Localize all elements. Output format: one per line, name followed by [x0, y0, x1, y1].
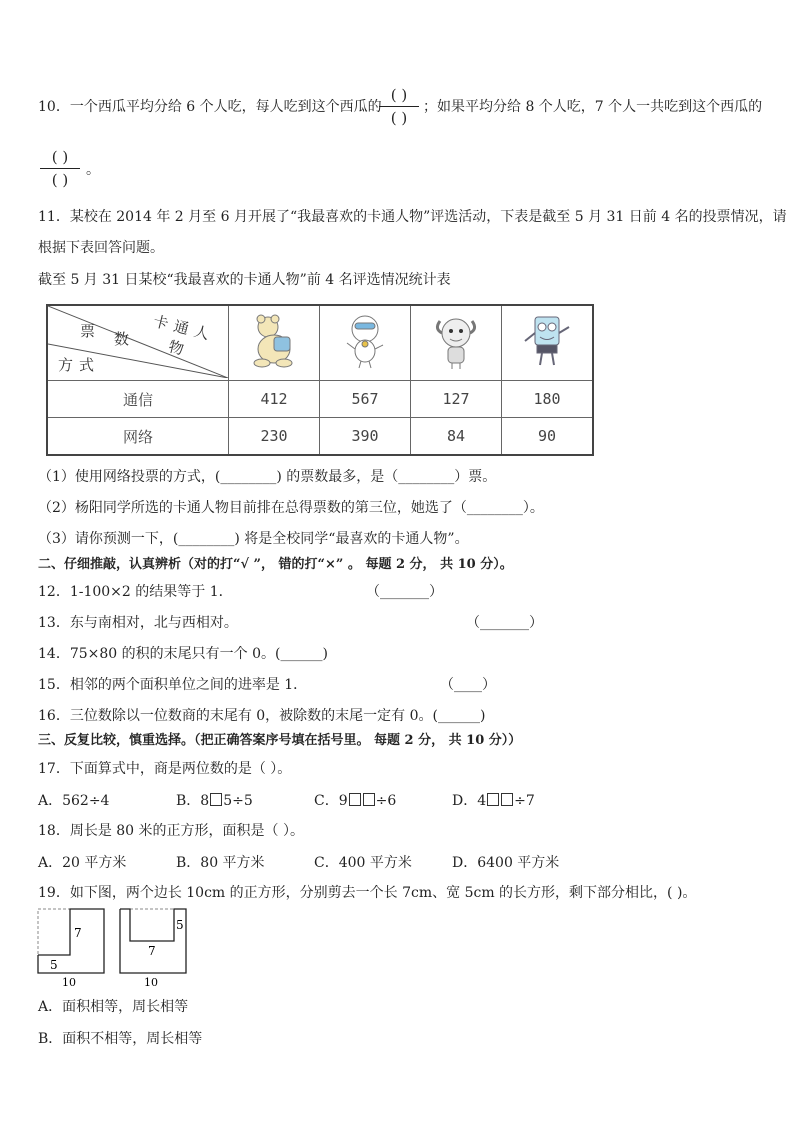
- header-piao: 票: [80, 322, 102, 340]
- cartoon-cell-4: [502, 305, 594, 381]
- header-katong: 卡通人物: [151, 311, 217, 360]
- sponge-icon: [517, 311, 577, 371]
- fig1-label-5: 5: [50, 958, 58, 972]
- fraction-numerator: ( ): [390, 86, 408, 104]
- goat-icon: [426, 311, 486, 371]
- row-label: 网络: [47, 418, 229, 456]
- q12-blank: （_______）: [366, 584, 443, 600]
- q17-option-d: [452, 790, 535, 810]
- q17-option-a: A．562÷4: [38, 793, 110, 809]
- q14-text: 14．75×80 的积的末尾只有一个 0。(______): [38, 646, 328, 662]
- table-cell: 390: [320, 418, 411, 456]
- option-b-suffix: 5÷5: [223, 793, 253, 809]
- fraction-bar: [379, 106, 419, 107]
- q11-text2: 根据下表回答问题。: [38, 240, 164, 256]
- q12-text: 12．1-100×2 的结果等于 1．: [38, 584, 233, 600]
- q11-sub1: （1）使用网络投票的方式，(________) 的票数最多，是（________）票。: [38, 469, 497, 485]
- table-title-text: 截至 5 月 31 日某校“我最喜欢的卡通人物”前 4 名评选情况统计表: [38, 272, 451, 288]
- q10-end: [86, 160, 100, 180]
- blank-box-icon: [210, 793, 222, 806]
- table-title: [38, 270, 451, 290]
- fraction-denominator: ( ): [390, 109, 408, 127]
- q19-figure-2: [118, 907, 192, 989]
- fraction-numerator: ( ): [51, 148, 69, 166]
- fig1-label-10: 10: [62, 976, 76, 989]
- q17-option-b: [176, 790, 253, 810]
- cartoon-cell-3: [411, 305, 502, 381]
- cartoon-cell-2: [320, 305, 411, 381]
- q10-text1: 10．一个西瓜平均分给 6 个人吃，每人吃到这个西瓜的: [38, 99, 382, 115]
- q18-option-d: D．6400 平方米: [452, 855, 560, 871]
- q18-stem: 18．周长是 80 米的正方形，面积是（ ）。: [38, 823, 304, 839]
- option-c-prefix: C．9: [314, 793, 348, 809]
- q17-stem: 17．下面算式中，商是两位数的是（ ）。: [38, 761, 292, 777]
- blank-box-icon: [487, 793, 499, 806]
- q18-option-b: B．80 平方米: [176, 855, 265, 871]
- option-d-prefix: D．4: [452, 793, 487, 809]
- q15-blank: （____）: [440, 677, 496, 693]
- q19-stem: 19．如下图，两个边长 10cm 的正方形，分别剪去一个长 7cm、宽 5cm 的长方形，剩下部分相比，( )。: [38, 885, 697, 901]
- table-cell: 180: [502, 381, 594, 418]
- cartoon-cell-1: [229, 305, 320, 381]
- bear-icon: [244, 311, 304, 371]
- fig2-label-7: 7: [148, 944, 156, 958]
- section3-heading: 三、反复比较，慎重选择。（把正确答案序号填在括号里。 每题 2 分， 共 10 分））: [38, 733, 522, 748]
- option-c-suffix: ÷6: [375, 793, 397, 809]
- header-shu: 数: [114, 330, 136, 348]
- q15-text: 15．相邻的两个面积单位之间的进率是 1．: [38, 677, 308, 693]
- q10-end-mark: 。: [86, 162, 100, 178]
- table-row: [47, 381, 593, 418]
- q18-option-a: A．20 平方米: [38, 855, 127, 871]
- fraction-denominator: ( ): [51, 171, 69, 189]
- q10-fraction-1: [377, 85, 421, 128]
- option-b-prefix: B．8: [176, 793, 210, 809]
- q19-figure-1: [36, 907, 110, 989]
- table-cell: 90: [502, 418, 594, 456]
- section2-heading: 二、仔细推敲，认真辨析（对的打“√ ”， 错的打“×” 。 每题 2 分， 共 10 分）。: [38, 557, 513, 572]
- blank-box-icon: [501, 793, 513, 806]
- q10-text2: ；如果平均分给 8 个人吃，7 个人一共吃到这个西瓜的: [423, 99, 763, 115]
- diagonal-header-cell: [47, 305, 229, 381]
- table-cell: 412: [229, 381, 320, 418]
- fraction-bar: [40, 168, 80, 169]
- fig1-label-7: 7: [74, 926, 82, 940]
- option-d-suffix: ÷7: [514, 793, 535, 809]
- table-cell: 567: [320, 381, 411, 418]
- q10-fraction-2: [38, 147, 82, 190]
- blank-box-icon: [349, 793, 361, 806]
- q11-line1: [38, 207, 787, 227]
- q11-line2: [38, 238, 164, 258]
- q18-option-c: C．400 平方米: [314, 855, 412, 871]
- table-cell: 230: [229, 418, 320, 456]
- q19-option-a: A．面积相等，周长相等: [38, 999, 189, 1015]
- vote-table: [46, 304, 594, 456]
- row-label: 通信: [47, 381, 229, 418]
- table-row: [47, 418, 593, 456]
- header-fang: 方式: [58, 356, 101, 374]
- q17-option-c: [314, 790, 396, 810]
- table-header-row: [47, 305, 593, 381]
- q19-option-b: B．面积不相等，周长相等: [38, 1031, 203, 1047]
- q11-sub3: （3）请你预测一下，(________) 将是全校同学“最喜欢的卡通人物”。: [38, 531, 469, 547]
- fig2-label-5: 5: [176, 918, 184, 932]
- q10-line1: [38, 97, 382, 117]
- sheep-icon: [335, 311, 395, 371]
- q11-text1: 11．某校在 2014 年 2 月至 6 月开展了“我最喜欢的卡通人物”评选活动，下表是截至 5 月 31 日前 4 名的投票情况，请: [38, 209, 787, 225]
- q16-text: 16．三位数除以一位数商的末尾有 0，被除数的末尾一定有 0。(______): [38, 708, 486, 724]
- fig2-label-10: 10: [144, 976, 158, 989]
- q11-sub2: （2）杨阳同学所选的卡通人物目前排在总得票数的第三位，她选了（________）。: [38, 500, 544, 516]
- table-cell: 84: [411, 418, 502, 456]
- table-cell: 127: [411, 381, 502, 418]
- q10-line1b: [423, 97, 762, 117]
- blank-box-icon: [363, 793, 375, 806]
- q13-text: 13．东与南相对，北与西相对。: [38, 615, 238, 631]
- q13-blank: （_______）: [466, 615, 543, 631]
